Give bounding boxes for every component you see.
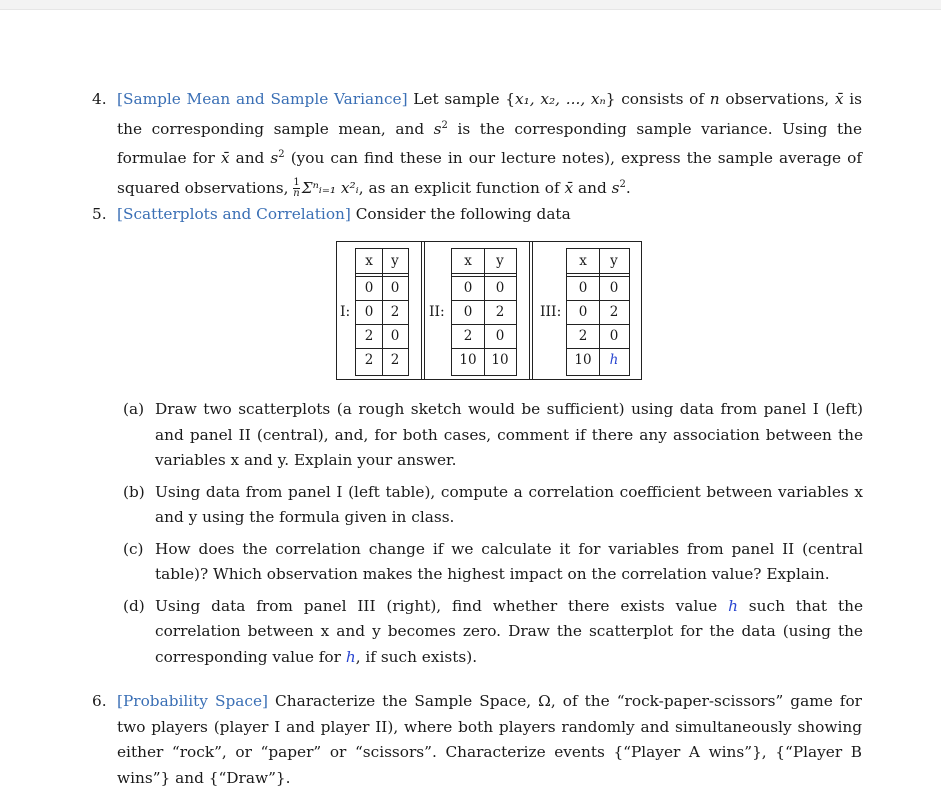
table-cell: 10 (574, 352, 592, 368)
problem-6-text: [Probability Space] Characterize the Sample Space, Ω, of the “rock-paper-scissors” game for two players (player I and player II), where both players randomly and simultaneously showing either “rock”, or “paper” or “scissors”. Characterize events {“Player A wins”}, {“Player B wins”} and {“Draw”}. (117, 692, 862, 787)
table-cell: 2 (495, 304, 505, 320)
problem-number: 5. (92, 205, 107, 223)
subitem-a: (a) Draw two scatterplots (a rough sketch would be sufficient) using data from panel I (left) and panel II (central), and, for both cases, comment if there any association between the variables x and y. Explain your answer. (123, 400, 863, 469)
top-toolbar-strip (0, 0, 941, 10)
problem-topic: [Sample Mean and Sample Variance] (117, 90, 408, 108)
table-cell: 2 (364, 328, 374, 344)
problem-4 (92, 87, 862, 201)
table-cell: 0 (463, 304, 473, 320)
panel-divider (529, 242, 530, 379)
panel-divider (421, 242, 422, 379)
fraction-one-over-n: $\frac{1}{n}$ (293, 177, 300, 200)
header-x: x (464, 253, 472, 269)
table-cell: 0 (609, 280, 619, 296)
table-cell: 2 (609, 304, 619, 320)
table-cell: 0 (364, 280, 374, 296)
panel-label: II: (429, 304, 445, 320)
subitem-b: (b) Using data from panel I (left table), compute a correlation coefficient between variables x and y using the formula given in class. (123, 482, 863, 526)
table-cell: 2 (578, 328, 588, 344)
data-table (336, 241, 642, 380)
table-cell: 10 (491, 352, 509, 368)
problem-topic: [Scatterplots and Correlation] (117, 205, 351, 223)
problem-5-text: [Scatterplots and Correlation] Consider the following data (117, 205, 571, 223)
table-cell: 2 (463, 328, 473, 344)
table-cell: 0 (390, 280, 400, 296)
table-cell-h: h (609, 352, 619, 368)
panel-divider (424, 242, 425, 379)
problem-5-subitems (123, 397, 863, 676)
panel-I-grid (355, 248, 409, 376)
table-cell: 0 (495, 328, 505, 344)
table-cell: 10 (459, 352, 477, 368)
panel-III-grid (566, 248, 630, 376)
header-y: y (391, 253, 399, 269)
table-cell: 0 (609, 328, 619, 344)
table-cell: 2 (390, 352, 400, 368)
problem-4-text: [Sample Mean and Sample Variance] Let sample {x₁, x₂, ..., xₙ} consists of n observations, x̄ is the corresponding sample mean, and $s^2$ is the corresponding sample variance. Using the formulae for x̄ and $s^2$ (you can find these in our lecture notes), express the sample average of squared observations, $\frac{1}{n}$ Σⁿᵢ₌₁ x²ᵢ, as an explicit function of x̄ and $s^2$. (117, 90, 863, 200)
h-variable: h (345, 647, 356, 666)
problem-number: 6. (92, 692, 107, 710)
sum-expression: Σⁿᵢ₌₁ x²ᵢ (301, 178, 359, 197)
panel-label: III: (540, 304, 562, 320)
table-cell: 0 (495, 280, 505, 296)
table-cell: 0 (578, 304, 588, 320)
problem-topic: [Probability Space] (117, 692, 268, 710)
table-cell: 2 (364, 352, 374, 368)
problem-5 (92, 202, 862, 228)
header-y: y (610, 253, 618, 269)
header-y: y (496, 253, 504, 269)
problem-6 (92, 689, 862, 791)
header-x: x (365, 253, 373, 269)
subitem-c: (c) How does the correlation change if we calculate it for variables from panel II (central table)? Which observation makes the highest impact on the correlation value? Explain. (123, 539, 863, 583)
subitem-d: (d) Using data from panel III (right), find whether there exists value h such that the correlation between x and y becomes zero. Draw the scatterplot for the data (using the corresponding value for h, if such exists). (123, 596, 863, 666)
panel-label: I: (340, 304, 351, 320)
h-variable: h (728, 596, 738, 615)
table-cell: 2 (390, 304, 400, 320)
table-cell: 0 (364, 304, 374, 320)
panel-divider (532, 242, 533, 379)
header-x: x (579, 253, 587, 269)
problem-number: 4. (92, 90, 107, 108)
table-cell: 0 (390, 328, 400, 344)
panel-II-grid (451, 248, 517, 376)
table-cell: 0 (463, 280, 473, 296)
table-cell: 0 (578, 280, 588, 296)
